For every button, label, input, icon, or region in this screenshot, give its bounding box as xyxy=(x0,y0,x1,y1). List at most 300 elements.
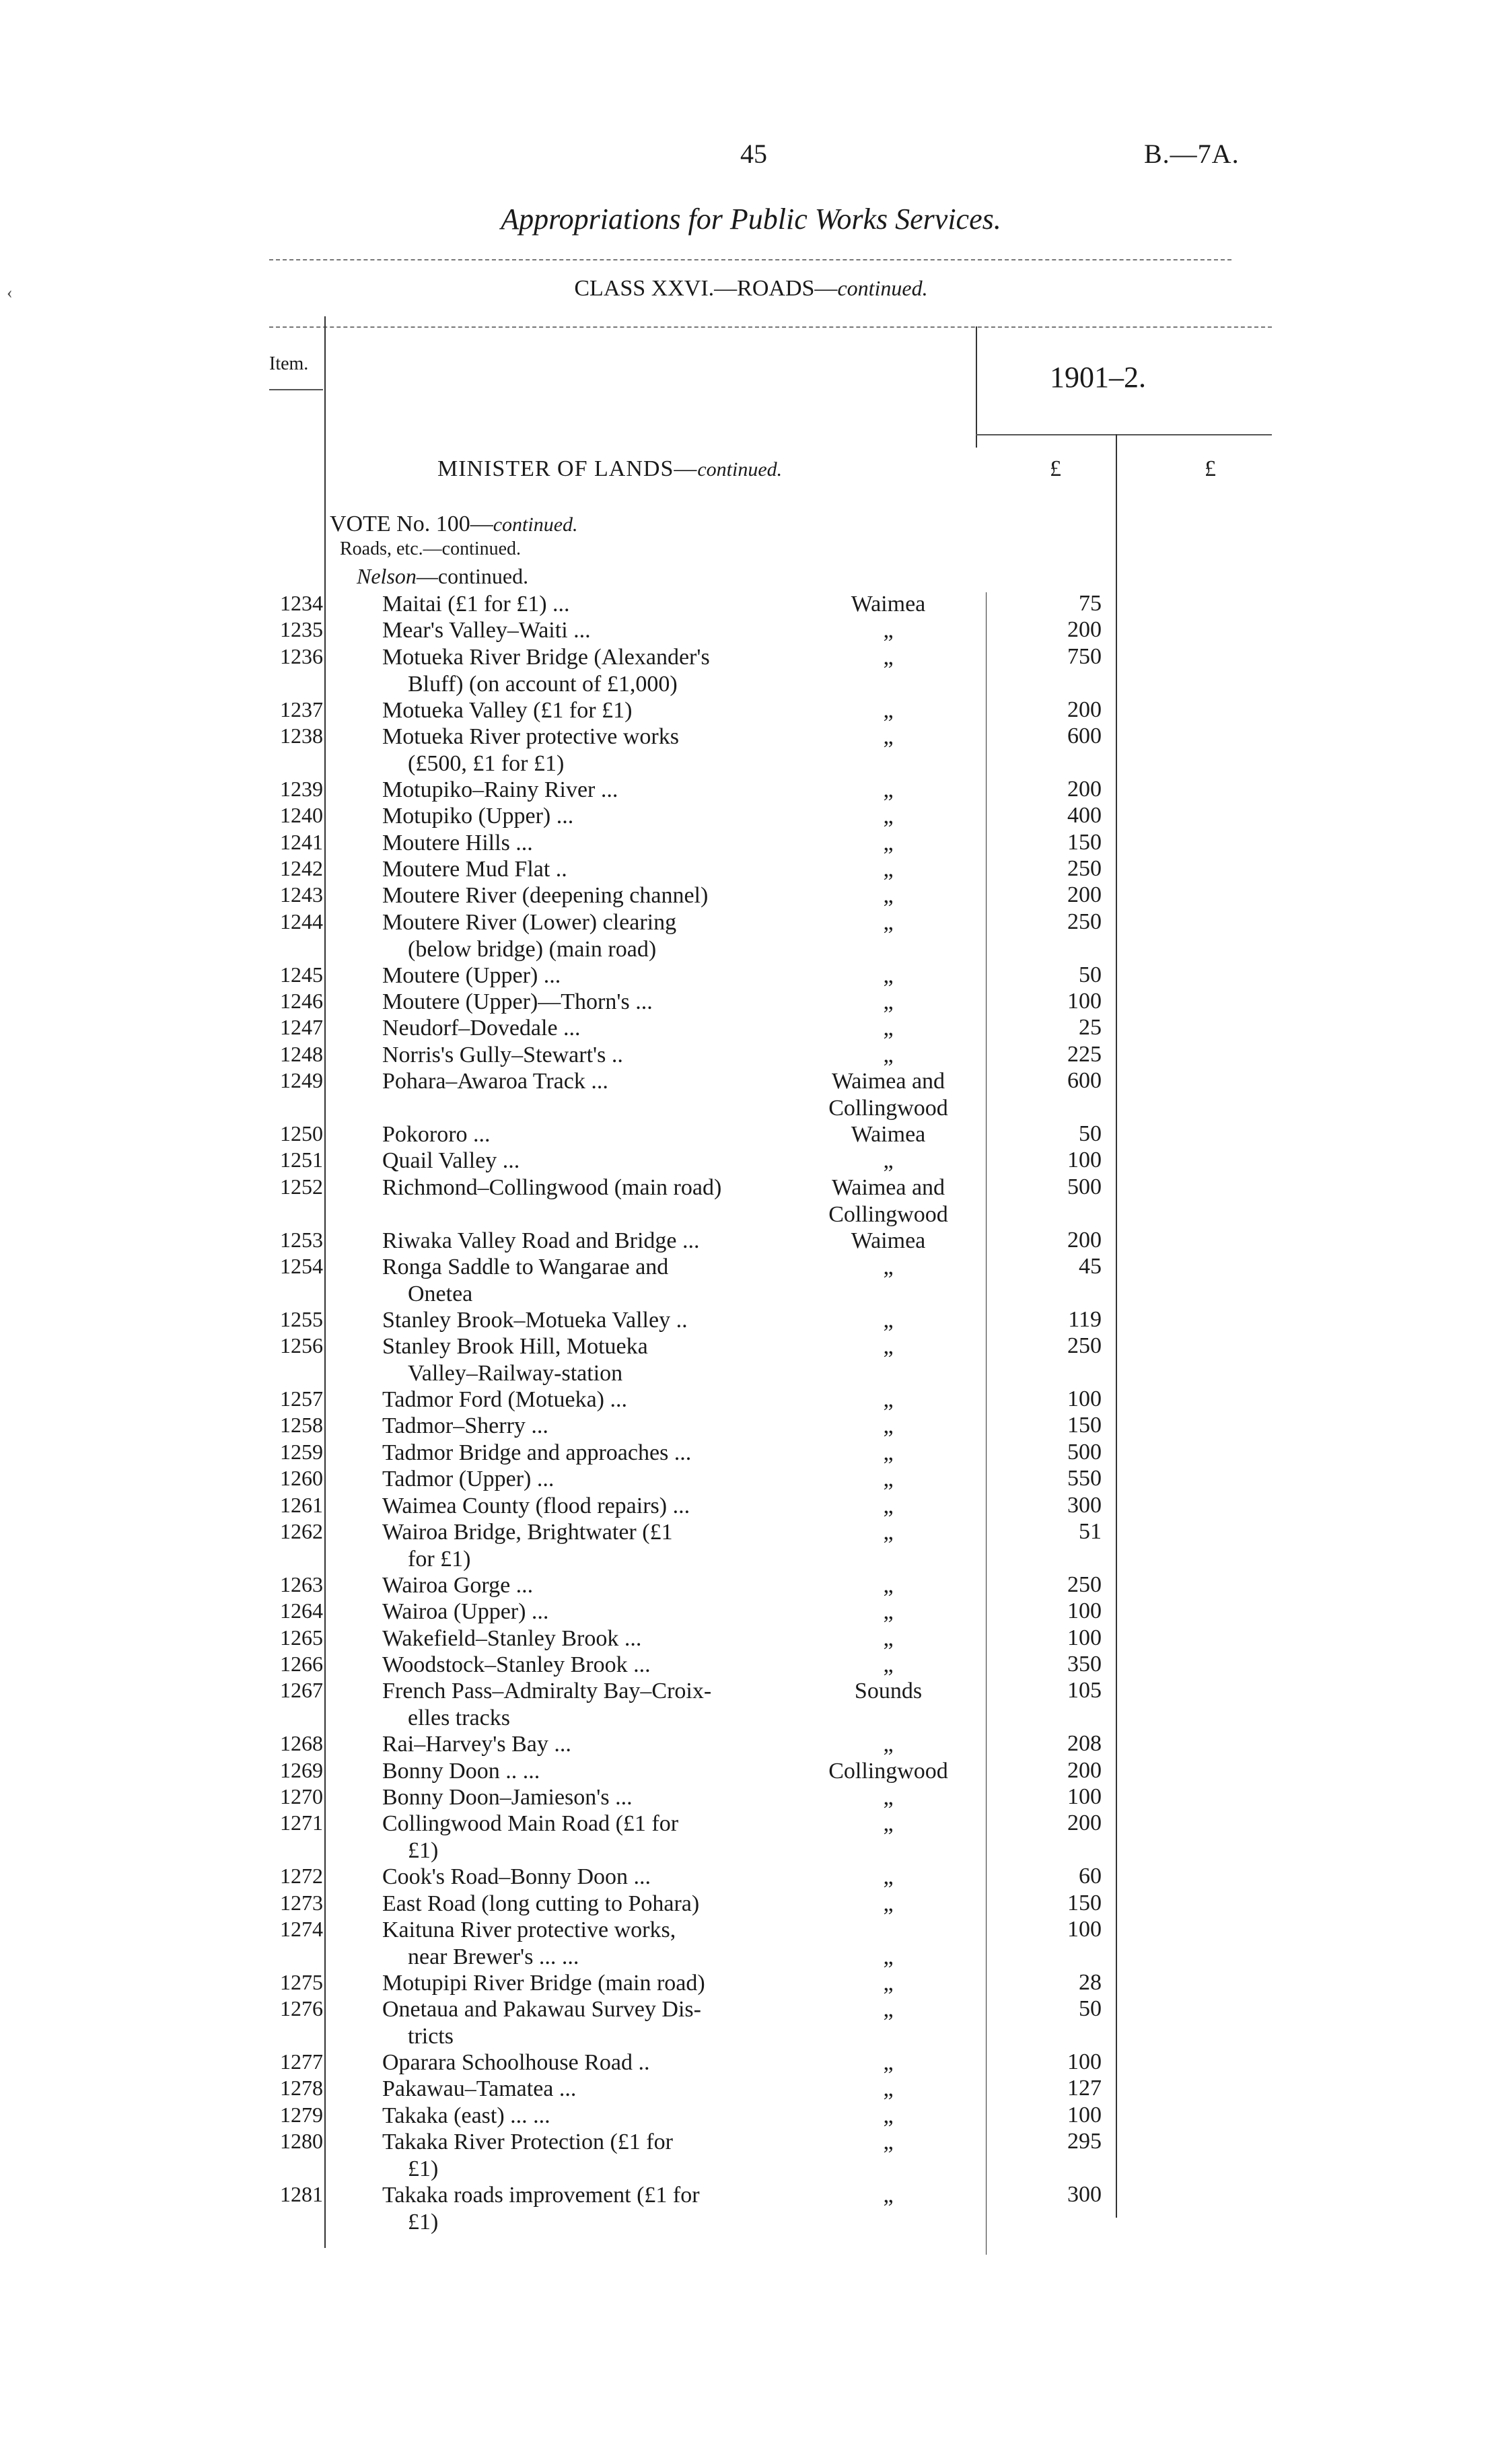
item-number: 1254 xyxy=(280,1254,323,1278)
item-description-line: for £1) xyxy=(408,1547,471,1572)
item-number: 1255 xyxy=(280,1306,323,1331)
scan-mark: ‹ xyxy=(7,283,13,302)
electoral-district-line: „ xyxy=(883,962,894,988)
item-number: 1264 xyxy=(280,1598,323,1623)
electoral-district-line: „ xyxy=(883,1572,894,1598)
electoral-district xyxy=(797,1068,979,1122)
electoral-district xyxy=(797,724,979,750)
item-description-line: Onetea xyxy=(408,1281,473,1306)
electoral-district-line: „ xyxy=(883,1520,894,1545)
electoral-district xyxy=(797,644,979,671)
item-description xyxy=(382,1148,794,1174)
electoral-district xyxy=(797,2129,979,2156)
electoral-district xyxy=(797,1015,979,1042)
item-number: 1248 xyxy=(280,1041,323,1066)
amount: 50 xyxy=(1079,962,1102,987)
item-description-line: Motueka River protective works xyxy=(382,724,679,749)
item-description-line: East Road (long cutting to Pohara) xyxy=(382,1891,700,1916)
item-description-line: Pakawau–Tamatea ... xyxy=(382,2076,577,2102)
item-description xyxy=(382,1758,794,1785)
page-number: 45 xyxy=(740,139,767,169)
amount: 295 xyxy=(1067,2129,1102,2154)
item-description-line: Riwaka Valley Road and Bridge ... xyxy=(382,1228,700,1253)
amount: 750 xyxy=(1067,643,1102,669)
amount: 225 xyxy=(1067,1041,1102,1067)
electoral-district-line: „ xyxy=(883,777,894,802)
currency-symbol-2: £ xyxy=(1205,456,1216,481)
item-number: 1245 xyxy=(280,962,323,987)
electoral-district-line: Collingwood xyxy=(828,1096,948,1121)
class-heading-suffix: continued. xyxy=(837,276,928,300)
item-description xyxy=(382,2129,794,2183)
electoral-district xyxy=(797,909,979,936)
electoral-district xyxy=(797,1625,979,1652)
item-description-line: Mear's Valley–Waiti ... xyxy=(382,618,591,643)
item-description xyxy=(382,1042,794,1069)
electoral-district-line: „ xyxy=(883,1255,894,1279)
item-number: 1249 xyxy=(280,1068,323,1093)
item-number: 1270 xyxy=(280,1784,323,1808)
amount: 250 xyxy=(1067,1572,1102,1597)
item-number: 1267 xyxy=(280,1678,323,1703)
item-description xyxy=(382,962,794,989)
electoral-district xyxy=(797,591,979,618)
amount: 200 xyxy=(1067,617,1102,643)
item-number: 1236 xyxy=(280,643,323,668)
electoral-district xyxy=(797,1864,979,1891)
amount: 200 xyxy=(1067,882,1102,908)
electoral-district-line: „ xyxy=(883,1625,894,1651)
roads-subheading: Roads, etc.—continued. xyxy=(340,538,522,559)
item-description-line: Woodstock–Stanley Brook ... xyxy=(382,1652,651,1677)
item-number: 1276 xyxy=(280,1996,323,2021)
electoral-district-line: Waimea xyxy=(851,1122,926,1147)
amount: 150 xyxy=(1067,829,1102,855)
item-description-line: near Brewer's ... ... xyxy=(408,1944,579,1969)
item-description-line: Oparara Schoolhouse Road .. xyxy=(382,2050,650,2075)
item-description-line: Moutere (Upper)—Thorn's ... xyxy=(382,989,653,1014)
district-suffix: —continued. xyxy=(416,564,529,588)
item-description-line: Onetaua and Pakawau Survey Dis- xyxy=(382,1997,701,2022)
electoral-district-line: „ xyxy=(883,1016,894,1041)
class-heading xyxy=(0,276,1502,302)
minister-heading xyxy=(437,456,782,482)
item-description xyxy=(382,1386,794,1413)
amount: 100 xyxy=(1067,2049,1102,2074)
item-number: 1278 xyxy=(280,2076,323,2101)
item-number: 1242 xyxy=(280,856,323,880)
item-description-line: Stanley Brook–Motueka Valley .. xyxy=(382,1307,688,1333)
electoral-district-line: Collingwood xyxy=(828,1201,948,1227)
item-number: 1281 xyxy=(280,2182,323,2206)
electoral-district xyxy=(797,1519,979,1546)
electoral-district xyxy=(797,830,979,857)
item-description-line: Wakefield–Stanley Brook ... xyxy=(382,1625,642,1651)
item-description-line: (below bridge) (main road) xyxy=(408,936,657,962)
item-description-line: Motupipi River Bridge (main road) xyxy=(382,1970,705,1996)
item-description xyxy=(382,1228,794,1255)
item-description xyxy=(382,830,794,857)
item-number: 1277 xyxy=(280,2049,323,2074)
district-subheading xyxy=(357,564,528,589)
amount: 300 xyxy=(1067,2182,1102,2207)
electoral-district-line: „ xyxy=(883,1599,894,1625)
item-number: 1256 xyxy=(280,1333,323,1358)
amount: 500 xyxy=(1067,1174,1102,1199)
electoral-district-line: „ xyxy=(883,1413,894,1439)
title-rule xyxy=(269,259,1231,260)
item-head-underline xyxy=(269,389,323,390)
electoral-district xyxy=(797,1758,979,1785)
item-number: 1268 xyxy=(280,1731,323,1756)
item-number: 1243 xyxy=(280,882,323,907)
amount: 105 xyxy=(1067,1678,1102,1703)
item-description xyxy=(382,1333,794,1387)
item-description-line: Stanley Brook Hill, Motueka xyxy=(382,1334,648,1360)
amount: 350 xyxy=(1067,1652,1102,1677)
electoral-district-line: „ xyxy=(883,1148,894,1174)
item-description-line: Neudorf–Dovedale ... xyxy=(382,1016,581,1041)
item-description-line: Takaka (east) ... ... xyxy=(382,2103,550,2128)
electoral-district-line: „ xyxy=(883,1334,894,1360)
item-description xyxy=(382,1731,794,1758)
electoral-district xyxy=(797,1254,979,1281)
electoral-district xyxy=(797,1810,979,1837)
item-description-line: Wairoa Gorge ... xyxy=(382,1572,534,1598)
amount: 250 xyxy=(1067,909,1102,934)
amount: 600 xyxy=(1067,724,1102,748)
electoral-district xyxy=(797,1996,979,2023)
electoral-district xyxy=(797,1174,979,1228)
item-description-line: Tadmor–Sherry ... xyxy=(382,1413,548,1439)
electoral-district xyxy=(797,1121,979,1148)
item-description-line: elles tracks xyxy=(408,1705,510,1731)
item-column-rule xyxy=(324,316,326,2248)
item-number: 1275 xyxy=(280,1969,323,1994)
electoral-district xyxy=(797,617,979,644)
amount: 250 xyxy=(1067,1333,1102,1359)
item-description xyxy=(382,1678,794,1732)
electoral-district-line: „ xyxy=(883,1387,894,1412)
amount: 100 xyxy=(1067,1386,1102,1411)
amount: 25 xyxy=(1079,1015,1102,1041)
amount: 550 xyxy=(1067,1466,1102,1491)
item-description xyxy=(382,1810,794,1864)
electoral-district-line: „ xyxy=(883,1785,894,1810)
electoral-district-line: „ xyxy=(883,1307,894,1333)
electoral-district xyxy=(797,697,979,724)
vote-heading xyxy=(330,512,578,537)
item-description-line: Moutere River (Lower) clearing xyxy=(382,909,677,935)
electoral-district xyxy=(797,1386,979,1413)
year-column-header: 1901–2. xyxy=(1050,361,1146,394)
electoral-district xyxy=(797,1333,979,1360)
item-description-line: Collingwood Main Road (£1 for xyxy=(382,1811,679,1837)
amount: 400 xyxy=(1067,803,1102,829)
item-description-line: Takaka roads improvement (£1 for xyxy=(382,2183,700,2208)
item-number: 1238 xyxy=(280,724,323,748)
item-description-line: £1) xyxy=(408,1838,439,1864)
electoral-district xyxy=(797,989,979,1016)
item-description xyxy=(382,617,794,644)
electoral-district xyxy=(797,1652,979,1679)
item-description-line: Pokororo ... xyxy=(382,1122,491,1147)
item-description xyxy=(382,777,794,804)
electoral-district xyxy=(797,1440,979,1467)
item-description xyxy=(382,1784,794,1811)
item-number: 1265 xyxy=(280,1625,323,1650)
item-description xyxy=(382,1015,794,1042)
item-description xyxy=(382,1466,794,1493)
amount: 300 xyxy=(1067,1492,1102,1518)
item-number: 1234 xyxy=(280,591,323,615)
item-description-line: Bonny Doon .. ... xyxy=(382,1758,540,1784)
electoral-district xyxy=(797,1148,979,1174)
district-name: Nelson xyxy=(357,564,417,588)
amount: 127 xyxy=(1067,2076,1102,2101)
item-description xyxy=(382,1970,794,1997)
electoral-district-line: „ xyxy=(883,883,894,909)
electoral-district-line: Waimea and xyxy=(831,1069,945,1094)
amount: 100 xyxy=(1067,1625,1102,1650)
minister-heading-suffix: continued. xyxy=(697,458,783,481)
item-number: 1246 xyxy=(280,989,323,1013)
item-description xyxy=(382,697,794,724)
electoral-district-line: „ xyxy=(883,830,894,855)
electoral-district-line: „ xyxy=(883,1944,894,1969)
item-description-line: Waimea County (flood repairs) ... xyxy=(382,1493,690,1518)
item-number: 1258 xyxy=(280,1413,323,1438)
item-description-line: Tadmor (Upper) ... xyxy=(382,1467,555,1492)
amount: 250 xyxy=(1067,856,1102,881)
electoral-district-line: „ xyxy=(883,1891,894,1916)
item-description-line: Bluff) (on account of £1,000) xyxy=(408,671,678,697)
item-description xyxy=(382,1121,794,1148)
item-description-line: Motueka River Bridge (Alexander's xyxy=(382,644,710,670)
amount-column-left-rule xyxy=(976,326,977,448)
amount: 200 xyxy=(1067,1757,1102,1783)
item-description xyxy=(382,591,794,618)
electoral-district xyxy=(797,1917,979,1971)
amount: 600 xyxy=(1067,1068,1102,1094)
electoral-district-line: „ xyxy=(883,804,894,829)
electoral-district xyxy=(797,803,979,830)
item-description-line: (£500, £1 for £1) xyxy=(408,751,565,776)
item-number: 1269 xyxy=(280,1757,323,1782)
electoral-district-line: „ xyxy=(883,989,894,1014)
electoral-district xyxy=(797,1970,979,1997)
item-description-line: Rai–Harvey's Bay ... xyxy=(382,1732,571,1757)
item-description xyxy=(382,1493,794,1520)
electoral-district-line: „ xyxy=(883,724,894,749)
item-description-line: Tadmor Bridge and approaches ... xyxy=(382,1440,692,1465)
item-description-line: Takaka River Protection (£1 for xyxy=(382,2129,673,2155)
amount: 75 xyxy=(1079,591,1102,616)
amount: 28 xyxy=(1079,1969,1102,1995)
item-description-line: £1) xyxy=(408,2156,439,2182)
electoral-district xyxy=(797,882,979,909)
amount: 200 xyxy=(1067,697,1102,722)
item-description xyxy=(382,882,794,909)
item-description xyxy=(382,1891,794,1917)
item-description xyxy=(382,1254,794,1308)
item-description-line: Moutere (Upper) ... xyxy=(382,962,561,988)
amount: 150 xyxy=(1067,1413,1102,1438)
vote-heading-prefix: VOTE No. 100— xyxy=(330,512,493,536)
item-description-line: tricts xyxy=(408,2024,454,2049)
document-reference: B.—7A. xyxy=(1144,139,1240,169)
item-number: 1241 xyxy=(280,829,323,854)
electoral-district xyxy=(797,2076,979,2103)
item-description-line: Richmond–Collingwood (main road) xyxy=(382,1174,722,1200)
item-description-line: Cook's Road–Bonny Doon ... xyxy=(382,1864,651,1890)
electoral-district-line: „ xyxy=(883,1467,894,1492)
amount: 100 xyxy=(1067,1148,1102,1173)
electoral-district-line: „ xyxy=(883,857,894,882)
item-description-line: French Pass–Admiralty Bay–Croix- xyxy=(382,1679,712,1704)
amount: 200 xyxy=(1067,1810,1102,1836)
electoral-district-line: „ xyxy=(883,2076,894,2102)
electoral-district-line: „ xyxy=(883,644,894,670)
item-description xyxy=(382,909,794,963)
item-number: 1252 xyxy=(280,1174,323,1199)
item-number: 1251 xyxy=(280,1148,323,1172)
item-number: 1260 xyxy=(280,1466,323,1491)
vote-heading-suffix: continued. xyxy=(493,514,578,536)
page-title: Appropriations for Public Works Services. xyxy=(501,203,1001,236)
electoral-district-line: Collingwood xyxy=(828,1758,948,1784)
item-number: 1266 xyxy=(280,1652,323,1676)
item-number: 1240 xyxy=(280,803,323,828)
amount: 100 xyxy=(1067,1917,1102,1942)
electoral-district xyxy=(797,1413,979,1440)
item-description xyxy=(382,1917,794,1971)
item-description-line: Motupiko (Upper) ... xyxy=(382,804,574,829)
item-description-line: Moutere River (deepening channel) xyxy=(382,883,709,909)
electoral-district-line: „ xyxy=(883,909,894,935)
item-description xyxy=(382,2076,794,2103)
item-description-line: Tadmor Ford (Motueka) ... xyxy=(382,1387,627,1412)
item-description-line: Norris's Gully–Stewart's .. xyxy=(382,1042,623,1067)
item-description xyxy=(382,1572,794,1599)
item-description xyxy=(382,1440,794,1467)
electoral-district xyxy=(797,1572,979,1599)
amount: 119 xyxy=(1068,1306,1102,1332)
amount: 100 xyxy=(1067,1598,1102,1624)
item-description xyxy=(382,2103,794,2129)
item-description xyxy=(382,1519,794,1573)
amount: 200 xyxy=(1067,1227,1102,1253)
item-description xyxy=(382,856,794,883)
electoral-district xyxy=(797,1042,979,1069)
amount: 50 xyxy=(1079,1996,1102,2022)
item-description xyxy=(382,1996,794,2050)
electoral-district xyxy=(797,1493,979,1520)
electoral-district xyxy=(797,1307,979,1334)
item-description xyxy=(382,1413,794,1440)
amount: 500 xyxy=(1067,1439,1102,1465)
electoral-district-line: „ xyxy=(883,697,894,723)
electoral-district-line: „ xyxy=(883,1970,894,1996)
item-description xyxy=(382,989,794,1016)
electoral-district-line: „ xyxy=(883,2129,894,2155)
item-number: 1261 xyxy=(280,1492,323,1517)
electoral-district-line: Waimea xyxy=(851,1228,926,1253)
electoral-district xyxy=(797,1891,979,1917)
electoral-district xyxy=(797,1466,979,1493)
electoral-district-line: Waimea xyxy=(851,592,926,617)
item-number: 1253 xyxy=(280,1227,323,1252)
item-number: 1273 xyxy=(280,1890,323,1915)
electoral-district xyxy=(797,962,979,989)
item-number: 1244 xyxy=(280,909,323,934)
electoral-district-line: „ xyxy=(883,1864,894,1890)
currency-symbol-1: £ xyxy=(1050,456,1061,481)
item-description-line: Ronga Saddle to Wangarae and xyxy=(382,1255,669,1279)
item-number: 1235 xyxy=(280,617,323,642)
electoral-district-line: „ xyxy=(883,1732,894,1757)
item-description xyxy=(382,1307,794,1334)
electoral-district-line: „ xyxy=(883,1440,894,1465)
item-number: 1280 xyxy=(280,2129,323,2154)
electoral-district-line: „ xyxy=(883,1997,894,2022)
electoral-district-line: Waimea and xyxy=(831,1174,945,1200)
electoral-district-line: „ xyxy=(883,1493,894,1518)
item-column-header: Item. xyxy=(269,353,309,374)
item-description xyxy=(382,2182,794,2236)
electoral-district-line: „ xyxy=(883,2103,894,2128)
item-number: 1272 xyxy=(280,1864,323,1889)
item-description-line: Moutere Mud Flat .. xyxy=(382,857,567,882)
item-description-line: Motupiko–Rainy River ... xyxy=(382,777,618,802)
electoral-district xyxy=(797,1228,979,1255)
electoral-district-line: „ xyxy=(883,618,894,643)
item-number: 1237 xyxy=(280,697,323,721)
item-description xyxy=(382,1864,794,1891)
electoral-district xyxy=(797,2182,979,2209)
item-description-line: Wairoa (Upper) ... xyxy=(382,1599,549,1625)
district-amount-rule xyxy=(986,592,987,2255)
item-number: 1263 xyxy=(280,1572,323,1596)
amount: 51 xyxy=(1079,1519,1102,1544)
electoral-district xyxy=(797,1731,979,1758)
item-description xyxy=(382,2049,794,2076)
amount: 100 xyxy=(1067,2102,1102,2127)
item-description-line: Maitai (£1 for £1) ... xyxy=(382,592,570,617)
amount: 150 xyxy=(1067,1890,1102,1915)
item-description-line: Pohara–Awaroa Track ... xyxy=(382,1069,608,1094)
electoral-district xyxy=(797,856,979,883)
year-head-underline xyxy=(976,434,1272,435)
electoral-district xyxy=(797,2103,979,2129)
item-number: 1274 xyxy=(280,1917,323,1941)
item-number: 1257 xyxy=(280,1386,323,1411)
amount: 208 xyxy=(1067,1731,1102,1757)
amount: 100 xyxy=(1067,1784,1102,1809)
item-number: 1250 xyxy=(280,1121,323,1146)
item-description xyxy=(382,644,794,698)
electoral-district xyxy=(797,2049,979,2076)
item-description-line: Kaituna River protective works, xyxy=(382,1917,676,1942)
item-number: 1239 xyxy=(280,776,323,801)
item-description-line: Bonny Doon–Jamieson's ... xyxy=(382,1785,633,1810)
item-description-line: Moutere Hills ... xyxy=(382,830,533,855)
item-description xyxy=(382,1068,794,1095)
electoral-district xyxy=(797,1678,979,1705)
table-top-rule xyxy=(269,326,1272,328)
item-description xyxy=(382,1625,794,1652)
amount: 50 xyxy=(1079,1121,1102,1146)
